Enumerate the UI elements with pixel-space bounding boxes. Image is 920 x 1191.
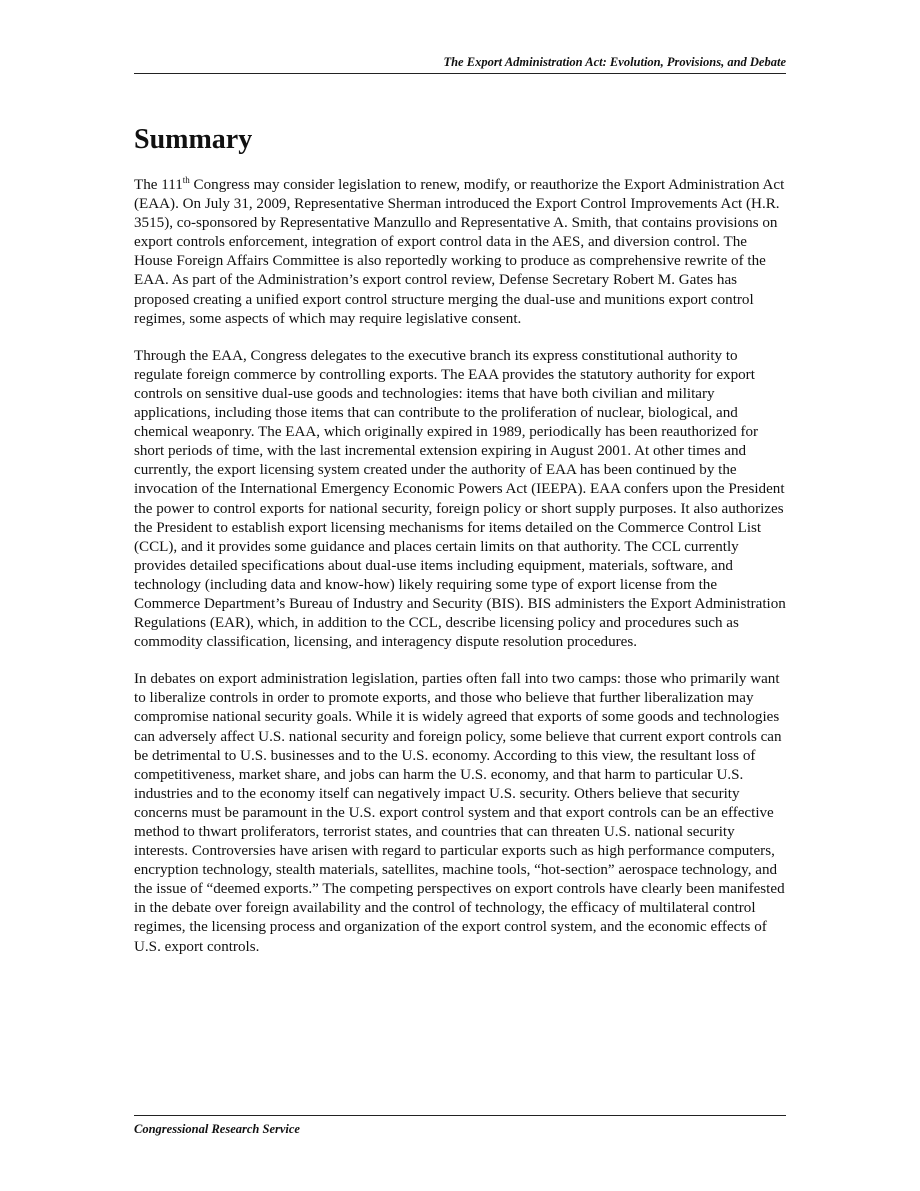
- paragraph-1-text: Congress may consider legislation to renew, modify, or reauthorize the Export Administration Act (EAA). On July 31, 2009, Representative Sherman introduced the Export Control Improvements Act (H.R. 3515), co-sponsored by Representative Manzullo and Representative A. Smith, that contains provisions on export controls enforcement, integration of export control data in the AES, and diversion control. The House Foreign Affairs Committee is also reportedly working to produce as comprehensive rewrite of the EAA. As part of the Administration’s export control review, Defense Secretary Robert M. Gates has proposed creating a unified export control structure merging the dual-use and munitions export control regimes, some aspects of which may require legislative consent.: [134, 177, 785, 327]
- paragraph-1: [134, 176, 786, 329]
- summary-body: [134, 176, 786, 975]
- page-title: Summary: [134, 124, 253, 155]
- paragraph-1-lead: The 111: [134, 177, 183, 193]
- running-header-title: The Export Administration Act: Evolution, Provisions, and Debate: [443, 55, 786, 69]
- ordinal-suffix: th: [182, 174, 190, 185]
- paragraph-3: In debates on export administration legislation, parties often fall into two camps: those who primarily want to liberalize controls in order to promote exports, and those who believe that further liberalization may compromise national security goals. While it is widely agreed that exports of some goods and technologies can adversely affect U.S. national security and foreign policy, some believe that current export controls can be detrimental to U.S. businesses and to the U.S. economy. According to this view, the resultant loss of competitiveness, market share, and jobs can harm the U.S. economy, and that harm to particular U.S. industries and to the economy itself can negatively impact U.S. security. Others believe that security concerns must be paramount in the U.S. export control system and that export controls can be an effective method to thwart proliferators, terrorist states, and countries that can threaten U.S. national security interests. Controversies have arisen with regard to particular exports such as high performance computers, encryption technology, stealth materials, satellites, machine tools, “hot-section” aerospace technology, and the issue of “deemed exports.” The competing perspectives on export controls have clearly been manifested in the debate over foreign availability and the control of technology, the efficacy of multilateral control regimes, the licensing process and organization of the export control system, and the economic effects of U.S. export controls.: [134, 671, 785, 955]
- paragraph-2: Through the EAA, Congress delegates to the executive branch its express constitutional authority to regulate foreign commerce by controlling exports. The EAA provides the statutory authority for export controls on sensitive dual-use goods and technologies: items that have both civilian and military applications, including those items that can contribute to the proliferation of nuclear, biological, and chemical weaponry. The EAA, which originally expired in 1989, periodically has been reauthorized for short periods of time, with the last incremental extension expiring in August 2001. At other times and currently, the export licensing system created under the authority of EAA has been continued by the invocation of the International Emergency Economic Powers Act (IEEPA). EAA confers upon the President the power to control exports for national security, foreign policy or short supply purposes. It also authorizes the President to establish export licensing mechanisms for items detailed on the Commerce Control List (CCL), and it provides some guidance and places certain limits on that authority. The CCL currently provides detailed specifications about dual-use items including equipment, materials, software, and technology (including data and know-how) likely requiring some type of export license from the Commerce Department’s Bureau of Industry and Security (BIS). BIS administers the Export Administration Regulations (EAR), which, in addition to the CCL, describe licensing policy and procedures such as commodity classification, licensing, and interagency dispute resolution procedures.: [134, 347, 786, 651]
- running-footer: [134, 1115, 786, 1137]
- footer-source: Congressional Research Service: [134, 1122, 300, 1136]
- running-header: [134, 55, 786, 74]
